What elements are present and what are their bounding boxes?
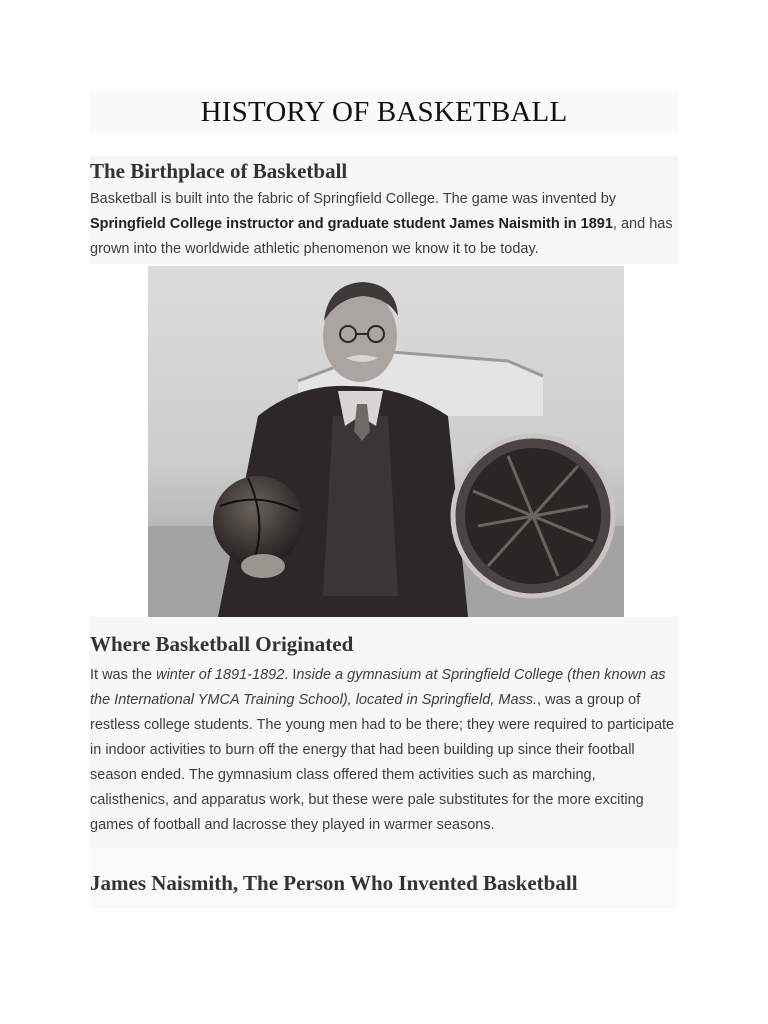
title-band [90, 92, 678, 132]
paragraph-italic-text: nside a gymnasium at Springfield College (then known as the International YMCA Training School), located in Springfield, Mass. [90, 667, 666, 708]
section-heading-origin: Where Basketball Originated [90, 632, 354, 656]
paragraph-text: , was a group of restless college students. The young men had to be there; they were required to participate in indoor activities to burn off the energy that had been building up since their football season ended. The gymnasium class offered them activities such as marching, calisthenics, and apparatus work, but these were pale substitutes for the more exciting games of football and lacrosse they played in warmer seasons. [90, 692, 675, 833]
section-paragraph-origin [90, 663, 678, 838]
paragraph-bold-text: Springfield College instructor and graduate student James Naismith in 1891 [90, 216, 613, 232]
section-birthplace [90, 156, 678, 264]
section-paragraph-birthplace [90, 187, 678, 262]
paragraph-text: . I [284, 667, 297, 683]
section-origin [90, 617, 678, 848]
naismith-photo [148, 266, 624, 617]
document-body [90, 92, 678, 908]
naismith-photo-icon [148, 266, 624, 617]
page-title: HISTORY OF BASKETBALL [200, 96, 568, 128]
paragraph-italic-text: winter of 1891-1892 [156, 667, 285, 683]
section-inventor [90, 848, 678, 908]
paragraph-text: Basketball is built into the fabric of Springfield College. The game was invented by [90, 191, 617, 207]
section-heading-birthplace: The Birthplace of Basketball [90, 159, 348, 183]
photo-container [90, 266, 678, 617]
paragraph-text: , and has grown into the worldwide athletic phenomenon we know it to be today. [90, 216, 673, 257]
paragraph-text: It was the [90, 667, 157, 683]
section-heading-inventor: James Naismith, The Person Who Invented Basketball [90, 871, 578, 895]
